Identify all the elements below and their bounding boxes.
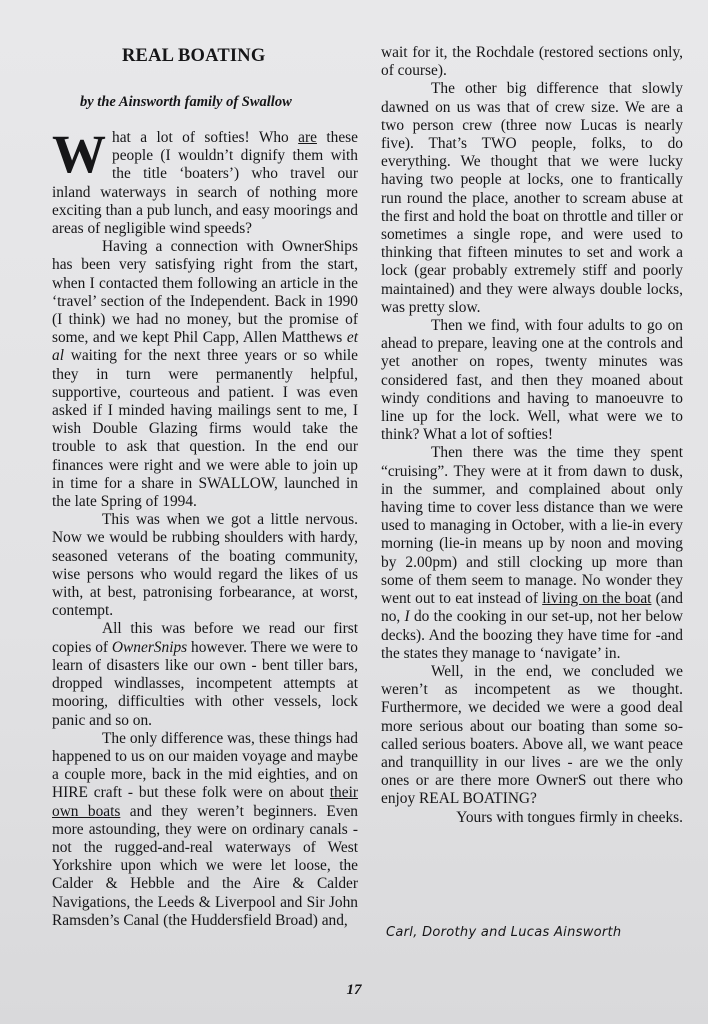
paragraph-5-continued: wait for it, the Rochdale (restored sections only, of course). [381,44,683,80]
paragraph-9: Well, in the end, we concluded we weren’t as incompetent as we thought. Furthermore, we decided we were a good deal more serious about our boating than some so-called serious boaters. Above all, we want peace and tranquillity in our lives - are we the only ones or are there more OwnerS out there who enjoy REAL BOATING? [381,662,683,808]
paragraph-3: This was when we got a little nervous. Now we would be rubbing shoulders with hardy, seasoned veterans of the boating community, wise persons who would regard the likes of us with, at best, patronising forbearance, at worst, contempt. [52,511,358,620]
sign-off: Yours with tongues firmly in cheeks. [456,808,683,826]
paragraph-1: What a lot of softies! Who are these people (I wouldn’t dignify them with the title ‘boaters’) who travel our inland waterways in search of nothing more exciting than a pub lunch, and easy moorings and areas of negligible wind speeds? [52,124,358,238]
handwritten-signature: Carl, Dorothy and Lucas Ainsworth [386,925,622,940]
paragraph-2: Having a connection with OwnerShips has been very satisfying right from the start, when I contacted them following an article in the ‘travel’ section of the Independent. Back in 1990 (I think) we had no money, but the promise of some, and we kept Phil Capp, Allen Matthews et al waiting for the next three years or so while they in turn were permanently helpful, supportive, courteous and patient. I was even asked if I minded having mailings sent to me, I wish Double Glazing firms would take the trouble to ask that question. In the end our finances were right and we were able to join up in time for a share in SWALLOW, launched in the late Spring of 1994. [52,238,358,511]
left-column [52,124,359,930]
page-number: 17 [346,982,362,998]
article-byline: by the Ainsworth family of Swallow [80,94,292,110]
article-title: REAL BOATING [122,46,266,66]
right-column [381,44,683,827]
drop-cap: W [52,124,106,184]
paragraph-4: All this was before we read our first copies of OwnerSnips however. There we were to learn of disasters like our own - bent tiller bars, dropped windlasses, incompetent attempts at mooring, difficulties with other vessels, lock panic and so on. [52,620,358,729]
paragraph-7: Then we find, with four adults to go on ahead to prepare, leaving one at the controls and yet another on ropes, twenty minutes was considered fast, and then they moaned about windy conditions and having to manoeuvre to line up for the lock. Well, what were we to think? What a lot of softies! [381,317,683,444]
paragraph-5: The only difference was, these things had happened to us on our maiden voyage and maybe a couple more, back in the mid eighties, and on HIRE craft - but these folk were on about their own boats and they weren’t beginners. Even more astounding, they were on ordinary canals - not the rugged-and-real waterways of West Yorkshire upon which we were let loose, the Calder & Hebble and the Aire & Calder Navigations, the Leeds & Liverpool and Sir John Ramsden’s Canal (the Huddersfield Broad) and, [52,729,359,929]
emphasis-underline: are [298,129,317,146]
paragraph-6: The other big difference that slowly dawned on us was that of crew size. We are a two person crew (three now Lucas is nearly five). That’s TWO people, folks, to do everything. We thought that we were lucky having two people at locks, one to frantically run round the place, another to scream abuse at the first and hold the boat on throttle and tiller or sometimes a single rope, and were used to thinking that fifteen minutes to set and work a lock (gear probably extremely stiff and poorly maintained) and they were always double locks, was pretty slow. [381,80,683,316]
paragraph-8: Then there was the time they spent “cruising”. They were at it from dawn to dusk, in the summer, and complained about only having time to cover less distance than we were used to managing in October, with a lie-in every morning (lie-in means up by noon and moving by 2.00pm) and still clocking up more than some of them seem to manage. No wonder they went out to eat instead of living on the boat (and no, I do the cooking in our set-up, not her below decks). And the boozing they have time for -and the states they manage to ‘navigate’ in. [381,444,683,662]
